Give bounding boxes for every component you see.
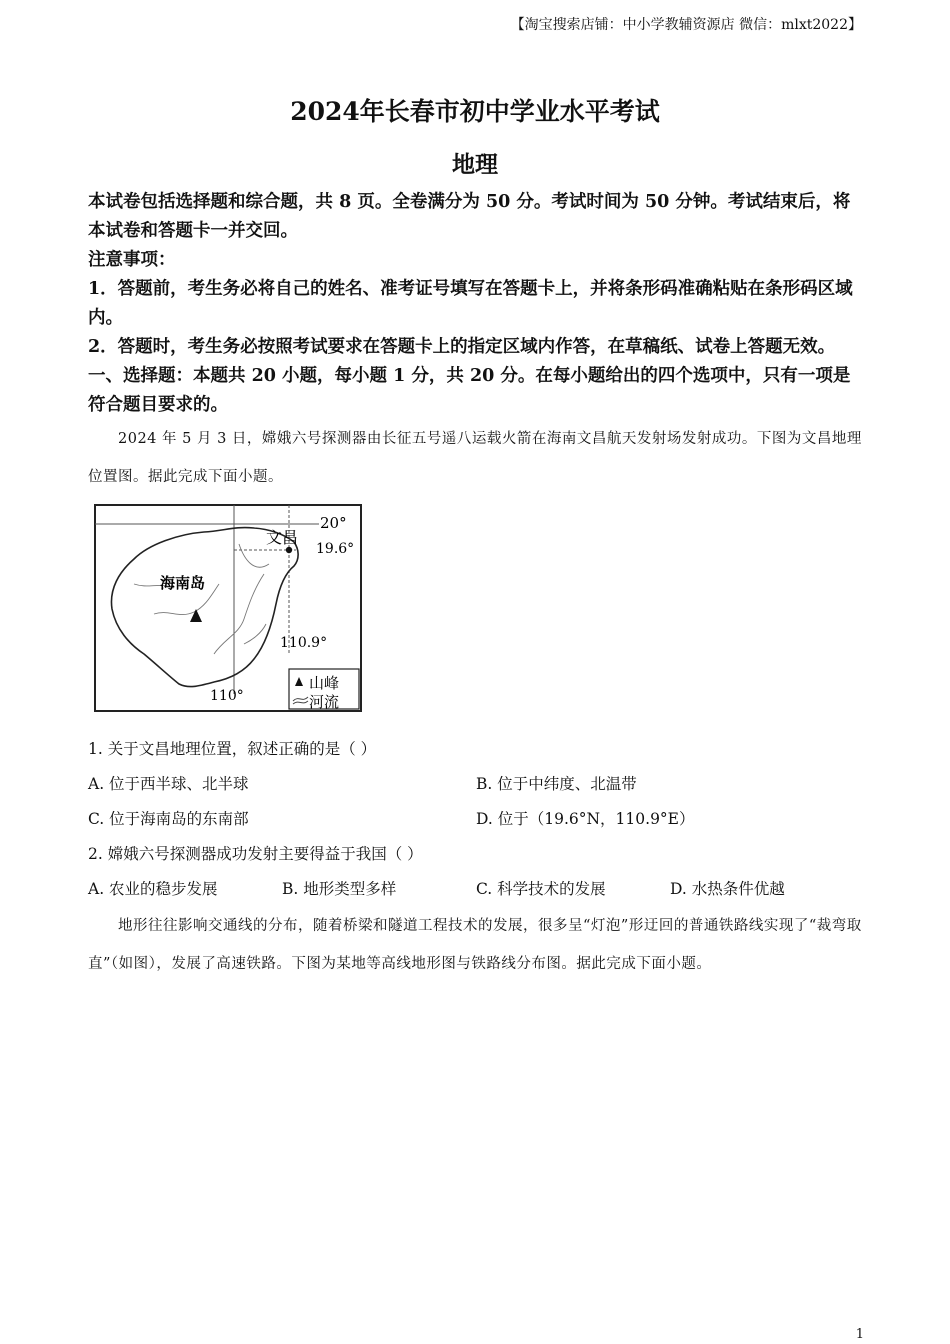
hainan-island-outline: [111, 528, 298, 687]
question-2-stem: 2. 嫦娥六号探测器成功发射主要得益于我国（ ）: [88, 845, 423, 863]
page-number: 1: [855, 1327, 864, 1342]
river-line: [239, 544, 269, 567]
notice-item-2: 2．答题时，考生务必按照考试要求在答题卡上的指定区域内作答，在草稿纸、试卷上答题无效。: [88, 337, 836, 357]
q2-option-b: B. 地形类型多样: [282, 880, 397, 898]
q1-option-c: C. 位于海南岛的东南部: [88, 810, 249, 828]
q1-option-a: A. 位于西半球、北半球: [88, 775, 249, 793]
lon-1109-label: 110.9°: [280, 635, 328, 651]
q2-option-c: C. 科学技术的发展: [476, 880, 606, 898]
notice-title: 注意事项：: [88, 250, 176, 270]
exam-title: 2024年长春市初中学业水平考试: [290, 97, 660, 126]
hainan-island-label: 海南岛: [160, 574, 206, 592]
lon-110-label: 110°: [210, 688, 244, 704]
q2-option-a: A. 农业的稳步发展: [88, 880, 218, 898]
intro-text: 本试卷包括选择题和综合题，共 8 页。全卷满分为 50 分。考试时间为 50 分钟。考试结束后，将本试卷和答题卡一并交回。: [88, 192, 851, 241]
exam-subject: 地理: [452, 151, 498, 178]
lat-20-label: 20°: [320, 514, 347, 532]
q1-option-b: B. 位于中纬度、北温带: [476, 775, 637, 793]
wenchang-label: 文昌: [266, 528, 299, 547]
question-1-options-row-2: [88, 802, 864, 837]
passage-1: 2024 年 5 月 3 日，嫦娥六号探测器由长征五号遥八运载火箭在海南文昌航天发射场发射成功。下图为文昌地理位置图。据此完成下面小题。: [88, 431, 862, 485]
notice-item-1: 1．答题前，考生务必将自己的姓名、准考证号填写在答题卡上，并将条形码准确粘贴在条形码区域内。: [88, 279, 853, 328]
legend-river-label: 河流: [309, 693, 340, 711]
passage-2: 地形往往影响交通线的分布，随着桥梁和隧道工程技术的发展，很多呈“灯泡”形迂回的普通铁路线实现了“裁弯取直”（如图），发展了高速铁路。下图为某地等高线地形图与铁路线分布图。据此完成下面小题。: [88, 918, 862, 972]
exam-content: [88, 188, 864, 983]
q1-option-d: D. 位于（19.6°N，110.9°E）: [476, 810, 695, 828]
river-line: [244, 624, 266, 644]
legend-peak-label: 山峰: [309, 674, 340, 692]
section-heading: 一、选择题：本题共 20 小题，每小题 1 分，共 20 分。在每小题给出的四个选项中，只有一项是符合题目要求的。: [88, 366, 851, 415]
wenchang-location-map: [94, 504, 364, 714]
wenchang-point: [286, 547, 292, 553]
question-1-stem: 1. 关于文昌地理位置，叙述正确的是（ ）: [88, 740, 377, 758]
question-1-options-row-1: [88, 767, 864, 802]
question-2-options: [88, 872, 864, 907]
q2-option-d: D. 水热条件优越: [670, 880, 785, 898]
river-line: [214, 574, 264, 654]
mountain-peak-icon: [190, 609, 202, 622]
header-watermark-note: 【淘宝搜索店铺：中小学教辅资源店 微信：mlxt2022】: [510, 17, 862, 33]
lat-196-label: 19.6°: [316, 541, 355, 557]
